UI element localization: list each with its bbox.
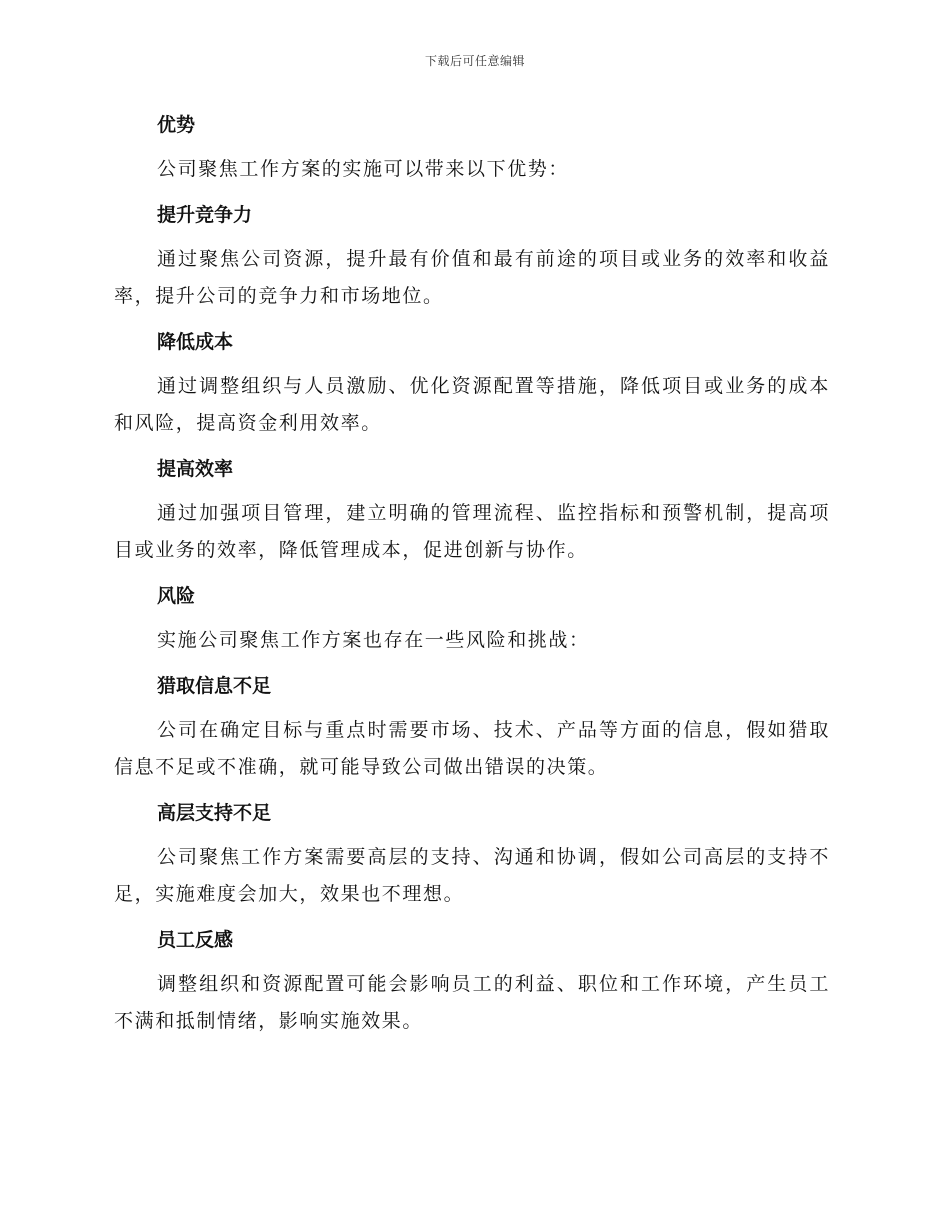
paragraph-risks-intro: 实施公司聚焦工作方案也存在一些风险和挑战： [157, 629, 590, 651]
paragraph-advantages-intro: 公司聚焦工作方案的实施可以带来以下优势： [157, 158, 570, 180]
section-heading-insufficient-info: 猎取信息不足 [157, 675, 272, 697]
page-header-note: 下载后可任意编辑 [424, 54, 525, 68]
paragraph-competitiveness: 通过聚焦公司资源，提升最有价值和最有前途的项目或业务的效率和收益率，提升公司的竞争力和市场地位。 [114, 248, 830, 307]
section-heading-competitiveness: 提升竞争力 [157, 204, 253, 226]
section-heading-reduce-cost: 降低成本 [157, 331, 234, 353]
paragraph-reduce-cost: 通过调整组织与人员激励、优化资源配置等措施，降低项目或业务的成本和风险，提高资金利用效率。 [114, 375, 830, 434]
section-heading-employee-resistance: 员工反感 [157, 929, 234, 951]
section-heading-risks: 风险 [157, 585, 196, 607]
section-heading-advantages: 优势 [157, 114, 196, 136]
paragraph-employee-resistance: 调整组织和资源配置可能会影响员工的利益、职位和工作环境，产生员工不满和抵制情绪，影响实施效果。 [114, 973, 830, 1032]
paragraph-insufficient-info: 公司在确定目标与重点时需要市场、技术、产品等方面的信息，假如猎取信息不足或不准确，就可能导致公司做出错误的决策。 [114, 719, 830, 778]
section-heading-efficiency: 提高效率 [157, 458, 234, 480]
document-body [114, 108, 830, 1050]
paragraph-leadership-support: 公司聚焦工作方案需要高层的支持、沟通和协调，假如公司高层的支持不足，实施难度会加大，效果也不理想。 [114, 846, 830, 905]
paragraph-efficiency: 通过加强项目管理，建立明确的管理流程、监控指标和预警机制，提高项目或业务的效率，降低管理成本，促进创新与协作。 [114, 502, 830, 561]
section-heading-leadership-support: 高层支持不足 [157, 802, 272, 824]
